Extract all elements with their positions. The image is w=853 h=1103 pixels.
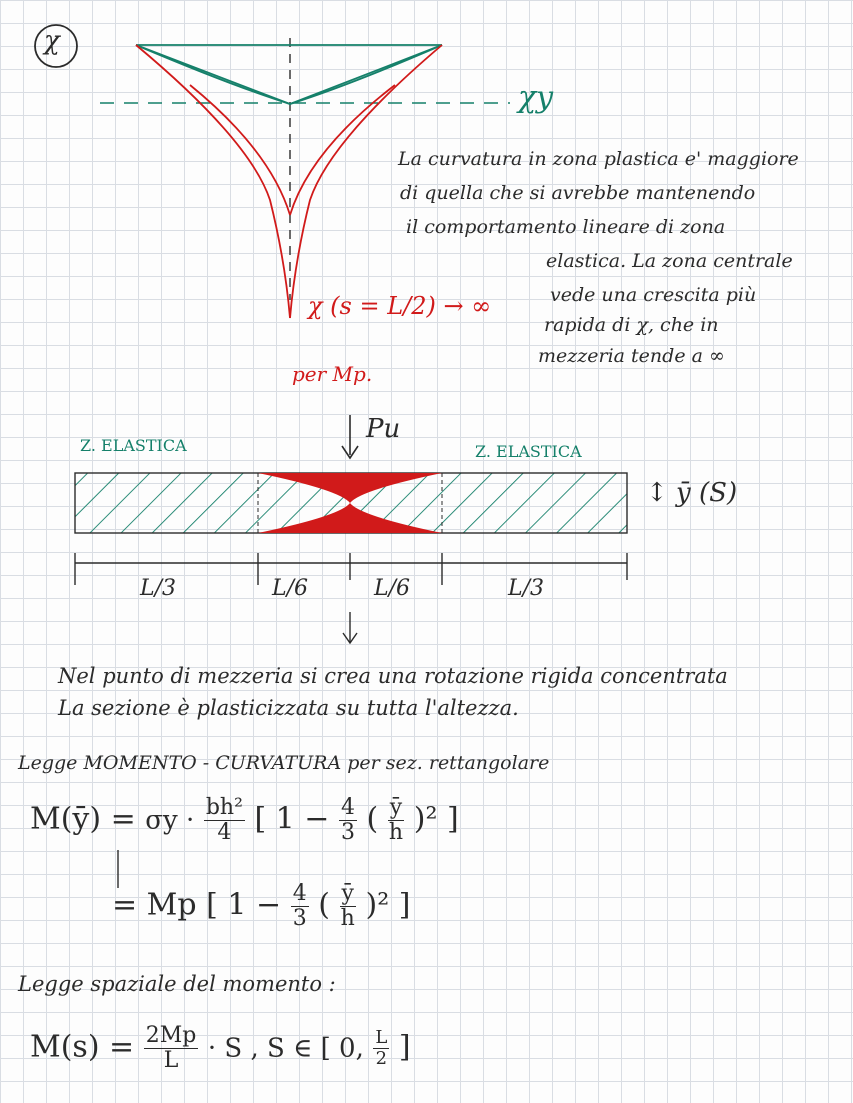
plastic-curve-outer-left [136,45,290,318]
formula2-coef-num: 4 [292,881,307,906]
right-zone-label: Z. ELASTICA [475,442,582,461]
formula3-lhs: M(s) = [30,1029,135,1065]
dim-label-4: L/3 [508,576,545,601]
formula1-sigma: σy · [145,805,195,836]
elastic-linear-curve [136,45,442,104]
formula1-bh-frac [204,796,245,845]
formula-moment-mp: = Mp [ 1 − $\frac{4}{3}$ ( $\frac{ȳ}{h}$ )² ] [112,881,411,932]
formula-spatial-moment [30,1024,411,1073]
formula3-l-num: L [375,1027,388,1049]
conclusion-line-1: Nel punto di mezzeria si crea una rotazione rigida concentrata [58,664,728,688]
note-line-6: rapida di χ, che in [544,314,719,336]
plastic-curve-inner-right [290,85,395,215]
left-zone-label: Z. ELASTICA [80,436,187,455]
formula3-frac [144,1024,199,1073]
formula2-coef-frac [291,882,309,931]
conclusion-line-2: La sezione è plasticizzata su tutta l'altezza. [58,696,519,720]
formula3-l-den: 2 [375,1048,388,1070]
formula1-y-num: ȳ [389,795,403,820]
formula2-tail: )² ] [365,887,411,923]
note-line-7: mezzeria tende a ∞ [538,345,725,367]
ybar-label: ↕ ȳ (S) [646,478,738,508]
note-line-1: La curvatura in zona plastica e' maggiore [398,148,799,170]
formula1-y-den: h [388,820,404,846]
formula1-coef-num: 4 [340,795,355,820]
dim-label-3: L/6 [374,576,411,601]
formula3-mid: · S , S ∈ [ 0, [207,1033,364,1064]
formula3-l-frac [373,1028,389,1069]
dim-label-1: L/3 [140,576,177,601]
formula1-bh-den: 4 [217,820,232,846]
spatial-title: Legge spaziale del momento : [18,972,336,996]
formula2-y-num: ȳ [341,881,354,906]
formula2-coef-den: 3 [292,906,307,932]
dim-label-2: L/6 [272,576,309,601]
formula2-lhs: = Mp [ 1 − [112,887,282,923]
formula1-lhs: M(ȳ) = [30,801,136,837]
note-line-4: elastica. La zona centrale [546,250,793,272]
note-line-3: il comportamento lineare di zona [406,216,726,238]
note-line-5: vede una crescita più [550,284,757,306]
formula1-bh-num: bh² [205,795,243,820]
formula3-den: L [163,1048,179,1074]
xy-label: χy [518,80,554,115]
formula1-coef-den: 3 [340,820,355,846]
law-title: Legge MOMENTO - CURVATURA per sez. rettangolare [18,752,550,774]
formula1-coef-frac [339,796,357,845]
chi-circle-label: χ [44,26,60,56]
formula1-y-frac [388,796,404,845]
mp-label: per Mp. [292,362,373,386]
formula-moment-curvature: M(ȳ) = σy · $\frac{\text{bh²}}{4}$ [ 1 − $\frac{4}{3}$ ( $\frac{ȳ}{h}$ )² ] [30,795,459,846]
formula2-y-frac [340,882,356,931]
load-label: Pu [366,414,401,444]
formula3-tail: ] [398,1029,411,1065]
formula1-bracket-open: [ 1 − [254,801,330,837]
formula2-y-den: h [340,906,355,932]
note-line-2: di quella che si avrebbe mantenendo [400,182,756,204]
formula3-num: 2Mp [145,1023,197,1048]
formula1-tail: )² ] [413,801,459,837]
plastic-curve-inner-left [190,85,290,215]
chi-limit-label: χ (s = L/2) → ∞ [308,292,492,320]
